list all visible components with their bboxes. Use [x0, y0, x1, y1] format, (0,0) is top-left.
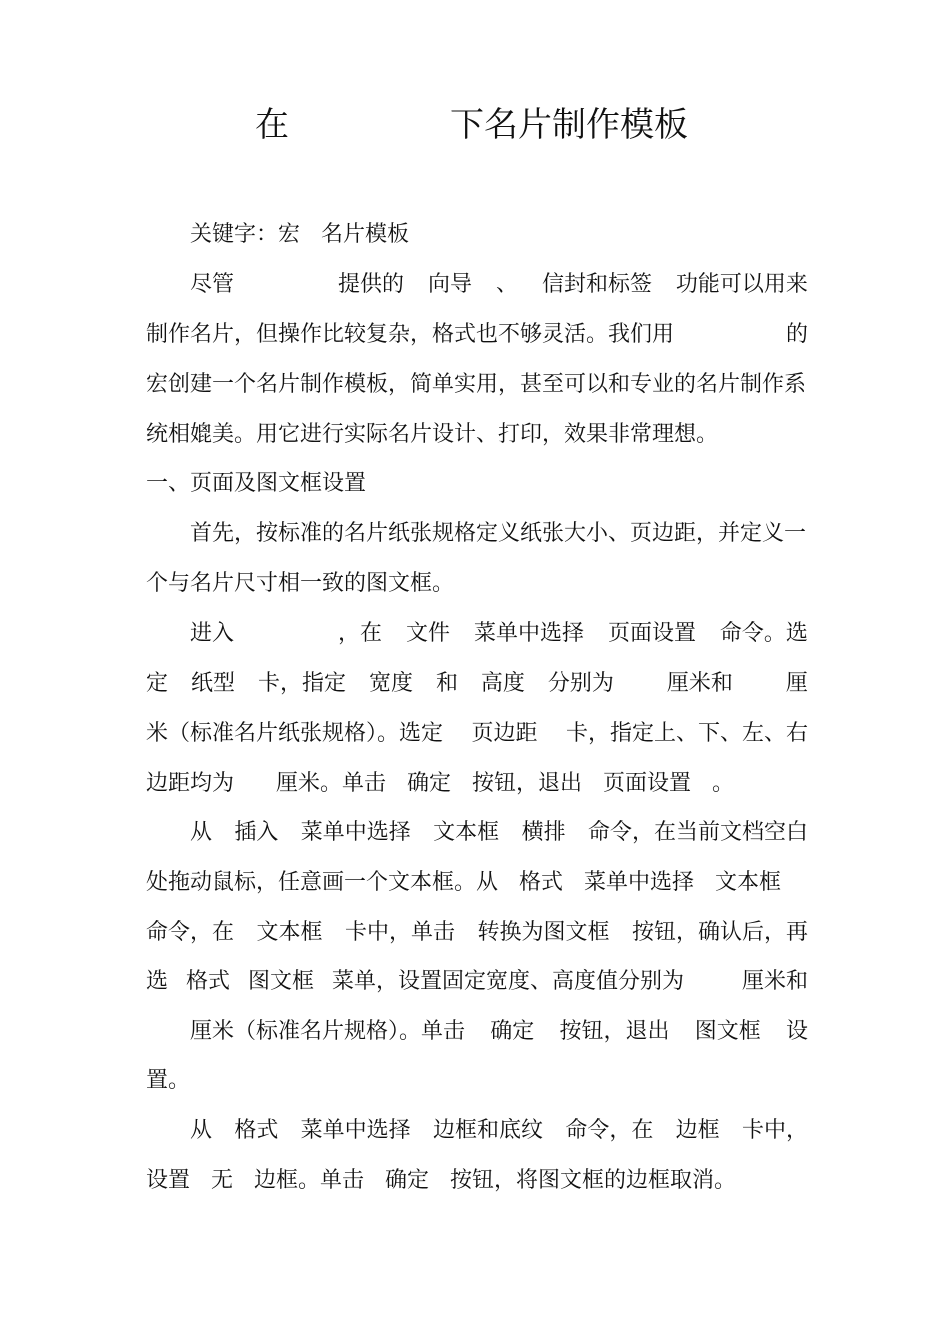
text-segment: 功能可以用来: [675, 272, 808, 297]
title-part-1: 在: [255, 105, 289, 145]
para3-line3: [146, 719, 808, 749]
text-segment: 文本框: [433, 820, 500, 845]
text-segment: 向导: [427, 272, 472, 297]
text-segment: 确定: [385, 1168, 430, 1193]
text-segment: 纸型: [190, 671, 235, 696]
text-segment: 边框和底纹: [432, 1118, 543, 1143]
para2-line1: 首先，按标准的名片纸张规格定义纸张大小、页边距，并定义一: [190, 521, 807, 546]
para4-line4: [146, 967, 808, 997]
text-segment: 尽管: [190, 272, 235, 297]
text-segment: 页边距: [471, 721, 538, 746]
text-segment: 从: [190, 1118, 213, 1143]
text-segment: 厘: [785, 671, 808, 696]
text-segment: 插入: [234, 820, 279, 845]
text-segment: 菜单中选择: [300, 1118, 411, 1143]
text-segment: 页面设置: [607, 621, 696, 646]
text-segment: 卡，指定: [257, 671, 346, 696]
para1-line4: 统相媲美。用它进行实际名片设计、打印，效果非常理想。: [146, 422, 719, 447]
para5-line1: [190, 1116, 808, 1146]
para4-line1: [190, 818, 808, 848]
text-segment: 格式: [234, 1118, 279, 1143]
para3-line2: [146, 669, 808, 699]
text-segment: 图文框: [247, 969, 314, 994]
text-segment: 命令，在: [565, 1118, 654, 1143]
text-segment: 边框。单击: [254, 1168, 365, 1193]
text-segment: 格式: [185, 969, 230, 994]
text-segment: 从: [190, 820, 213, 845]
text-segment: 边框: [675, 1118, 720, 1143]
text-segment: 宽度: [368, 671, 413, 696]
text-segment: 选: [146, 969, 169, 994]
para1-line1: [190, 270, 808, 300]
text-segment: 文本框: [256, 920, 323, 945]
text-segment: 信封和标签: [541, 272, 652, 297]
text-segment: ，在: [337, 621, 382, 646]
text-segment: 。: [711, 771, 734, 796]
text-segment: 厘米和: [741, 969, 808, 994]
text-segment: 菜单中选择: [473, 621, 584, 646]
text-segment: 按钮，确认后，再: [631, 920, 808, 945]
text-segment: 卡，指定上、下、左、右: [565, 721, 808, 746]
text-segment: 格式: [519, 870, 564, 895]
text-segment: 按钮，将图文框的边框取消。: [450, 1168, 737, 1193]
text-segment: 命令，在当前文档空白: [587, 820, 808, 845]
text-segment: 设: [785, 1019, 808, 1044]
text-segment: 、: [495, 272, 518, 297]
text-segment: 提供的: [337, 272, 404, 297]
title-part-2: 下名片制作模板: [450, 105, 688, 145]
text-segment: 确定: [490, 1019, 535, 1044]
keywords-label: 关键字：宏: [190, 222, 301, 247]
para4-line3: [146, 918, 808, 948]
text-segment: 页面设置: [602, 771, 691, 796]
text-segment: 命令，在: [146, 920, 235, 945]
text-segment: 无: [211, 1168, 234, 1193]
text-segment: 和: [435, 671, 458, 696]
text-segment: 米（标准名片纸张规格）。选定: [146, 721, 444, 746]
para4-line5: [190, 1017, 808, 1047]
text-segment: 边距均为: [146, 771, 235, 796]
page-title: [0, 100, 950, 150]
text-segment: 命令。选: [719, 621, 808, 646]
text-segment: 图文框: [694, 1019, 761, 1044]
text-segment: 文件: [405, 621, 450, 646]
text-segment: 卡中，单击: [344, 920, 455, 945]
text-segment: 菜单，设置固定宽度、高度值分别为: [331, 969, 684, 994]
para3-line1: [190, 619, 808, 649]
text-segment: 高度: [480, 671, 525, 696]
para5-line2: [146, 1166, 808, 1196]
section-heading: 一、页面及图文框设置: [146, 471, 367, 496]
text-segment: 卡中，: [741, 1118, 808, 1143]
text-segment: 文本框: [715, 870, 782, 895]
para4-line6: 置。: [146, 1068, 191, 1093]
text-segment: 处拖动鼠标，任意画一个文本框。从: [146, 870, 499, 895]
text-segment: 分别为: [547, 671, 614, 696]
para1-line2: [146, 320, 808, 350]
keywords-value: 名片模板: [321, 222, 410, 247]
text-segment: 菜单中选择: [584, 870, 695, 895]
text-segment: 制作名片，但操作比较复杂，格式也不够灵活。我们用: [146, 322, 675, 347]
text-segment: 厘米（标准名片规格）。单击: [190, 1019, 466, 1044]
text-segment: 确定: [406, 771, 451, 796]
para1-line3: 宏创建一个名片制作模板，简单实用，甚至可以和专业的名片制作系: [146, 372, 807, 397]
text-segment: 转换为图文框: [477, 920, 610, 945]
text-segment: 的: [785, 322, 808, 347]
para3-line4: [146, 769, 808, 799]
text-segment: 厘米。单击: [275, 771, 386, 796]
para2-line2: 个与名片尺寸相一致的图文框。: [146, 571, 455, 596]
text-segment: 菜单中选择: [300, 820, 411, 845]
text-segment: 按钮，退出: [471, 771, 582, 796]
text-segment: 按钮，退出: [559, 1019, 670, 1044]
text-segment: 设置: [146, 1168, 191, 1193]
text-segment: 进入: [190, 621, 235, 646]
text-segment: 厘米和: [666, 671, 733, 696]
para4-line2: [146, 868, 808, 898]
keywords-line: [190, 220, 808, 250]
text-segment: 定: [146, 671, 169, 696]
text-segment: 横排: [521, 820, 566, 845]
